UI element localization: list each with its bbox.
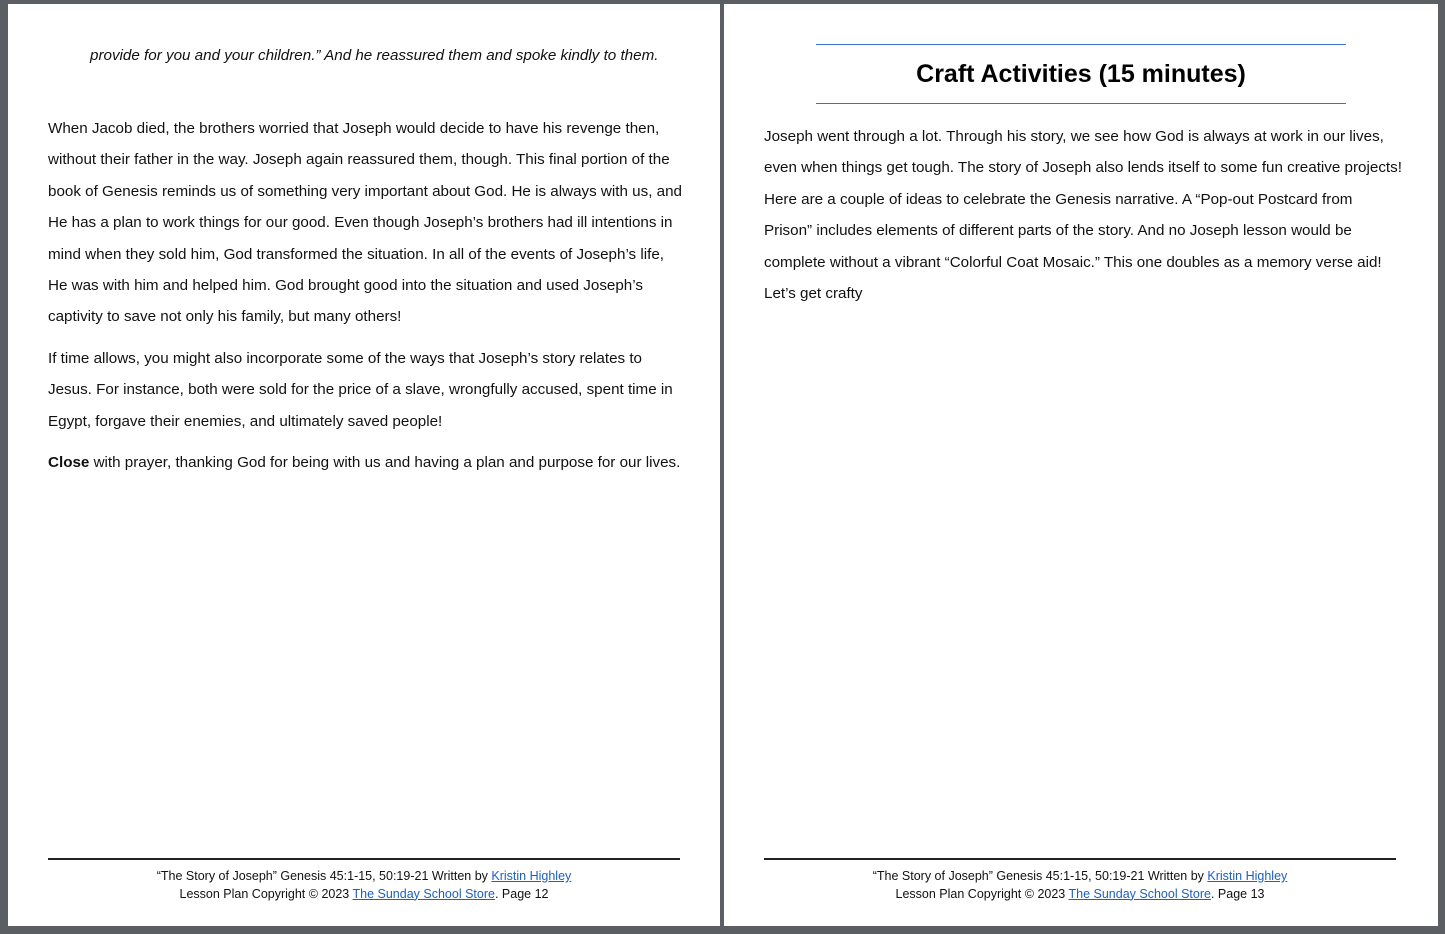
- body-paragraph-jesus-connection: If time allows, you might also incorporate some of the ways that Joseph’s story relates to Jesus. For instance, both were sold for the price of a slave, wrongfully accused, spent time in Egypt, forgave their enemies, and ultimately saved people!: [48, 350, 673, 430]
- footer-copyright-text: Lesson Plan Copyright © 2023: [895, 886, 1069, 901]
- body-paragraph-jacob-died: When Jacob died, the brothers worried that Joseph would decide to have his revenge then, without their father in the way. Joseph again reassured them, though. This final portion of the book of Genesis reminds us of something very important about God. He is always with us, and He has a plan to work things for our good. Even though Joseph’s brothers had ill intentions in mind when they sold him, God transformed the situation. In all of the events of Joseph’s life, He was with him and helped him. God brought good into the situation and used Joseph’s captivity to save not only his family, but many others!: [48, 120, 682, 326]
- store-link[interactable]: The Sunday School Store: [1068, 886, 1211, 901]
- page-number: . Page 12: [494, 886, 549, 901]
- closing-prayer-paragraph: [48, 447, 684, 478]
- page-footer: [764, 868, 1396, 903]
- footer-credit-text: “The Story of Joseph” Genesis 45:1-15, 50:19-21 Written by: [872, 869, 1208, 883]
- footer-divider: [48, 858, 680, 860]
- author-link[interactable]: Kristin Highley: [1207, 869, 1288, 883]
- body-paragraph-craft-intro: Joseph went through a lot. Through his story, we see how God is always at work in our lives, even when things get tough. The story of Joseph also lends itself to some fun creative projects! Here are a couple of ideas to celebrate the Genesis narrative. A “Pop-out Postcard from Prison” includes elements of different parts of the story. And no Joseph lesson would be complete without a vibrant “Colorful Coat Mosaic.” This one doubles as a memory verse aid! Let’s get crafty: [764, 128, 1402, 303]
- heading-bottom-rule: [816, 103, 1346, 104]
- page-number: . Page 13: [1210, 886, 1265, 901]
- footer-credit-text: “The Story of Joseph” Genesis 45:1-15, 50:19-21 Written by: [156, 869, 492, 883]
- close-text: with prayer, thanking God for being with us and having a plan and purpose for our lives.: [89, 454, 681, 471]
- heading-top-rule: [816, 44, 1346, 45]
- footer-line-2: [764, 886, 1396, 904]
- footer-line-1: [48, 868, 680, 886]
- page-footer: [48, 868, 680, 903]
- close-bold-label: Close: [48, 454, 90, 471]
- store-link[interactable]: The Sunday School Store: [352, 886, 495, 901]
- footer-divider: [764, 858, 1396, 860]
- footer-line-1: [764, 868, 1396, 886]
- page-13: [724, 4, 1438, 926]
- scripture-quote-continuation: provide for you and your children.” And he reassured them and spoke kindly to them.: [90, 47, 659, 64]
- section-heading: Craft Activities (15 minutes): [916, 60, 1246, 88]
- author-link[interactable]: Kristin Highley: [491, 869, 572, 883]
- footer-line-2: [48, 886, 680, 904]
- page-12: [8, 4, 720, 926]
- footer-copyright-text: Lesson Plan Copyright © 2023: [179, 886, 353, 901]
